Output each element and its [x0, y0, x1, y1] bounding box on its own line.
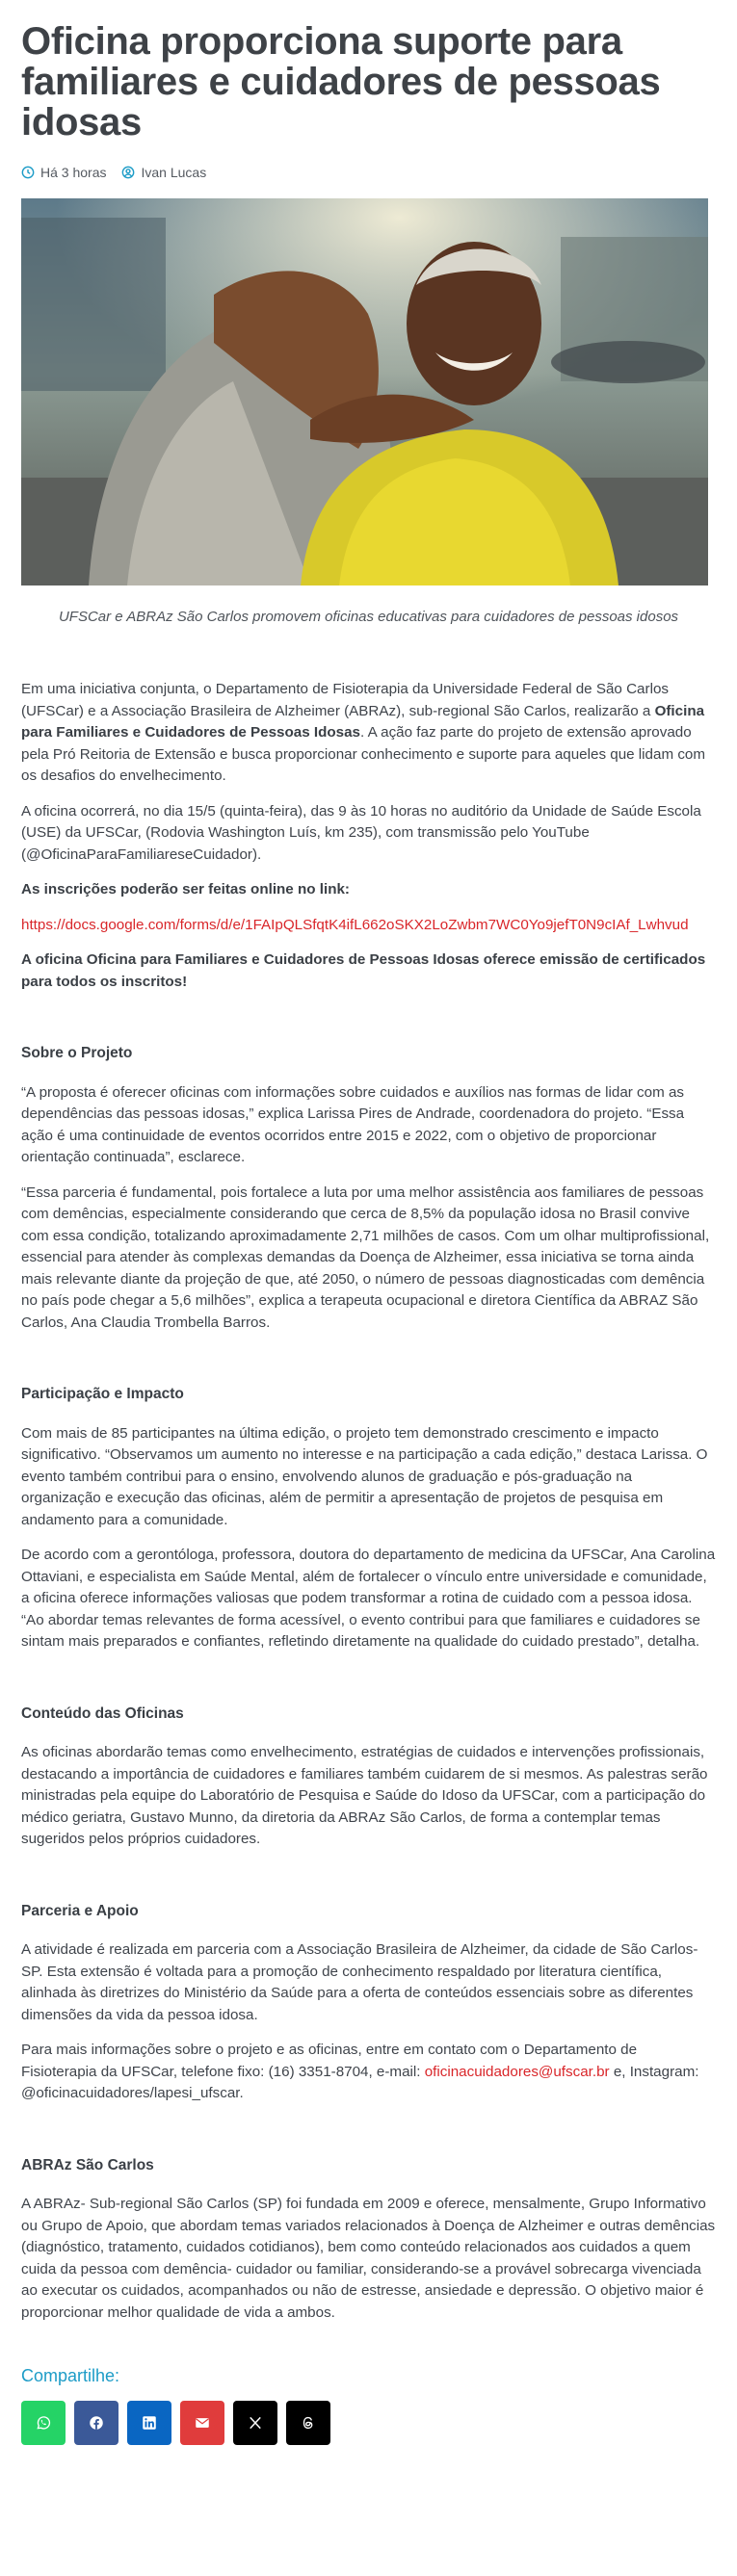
- author[interactable]: [121, 165, 206, 180]
- event-details-paragraph: A oficina ocorrerá, no dia 15/5 (quinta-feira), das 9 às 10 horas no auditório da Unidade de Saúde Escola (USE) da UFSCar, (Rodovia Washington Luís, km 235), com transmissão pelo YouTube (@OficinaParaFamiliareseCuidador).: [21, 802, 701, 863]
- share-email-button[interactable]: [180, 2401, 224, 2445]
- conteudo-paragraph-1: As oficinas abordarão temas como envelhecimento, estratégias de cuidados e intervenções profissionais, destacando a importância de cuidadores e familiares também cuidarem de si mesmos. As palestras serão ministradas pela equipe do Laboratório de Pesquisa e Saúde do Idoso da UFSCar, com a participação do médico geriatra, Gustavo Munno, da diretoria da ABRAz São Carlos, de forma a contemplar temas sugeridos pelos próprios cuidadores.: [21, 1744, 708, 1847]
- share-linkedin-button[interactable]: [127, 2401, 171, 2445]
- parceria-paragraph-2: [21, 2040, 716, 2105]
- article-meta: [21, 165, 716, 180]
- contact-email-link[interactable]: oficinacuidadores@ufscar.br: [424, 2063, 610, 2080]
- registration-heading: [21, 879, 716, 901]
- whatsapp-icon: [35, 2414, 52, 2432]
- intro-text: Em uma iniciativa conjunta, o Departamento de Fisioterapia da Universidade Federal de São Carlos (UFSCar) e a Associação Brasileira de Alzheimer (ABRAz), sub-regional São Carlos, realizarão a: [21, 681, 669, 719]
- email-icon: [194, 2414, 211, 2432]
- article-title: Oficina proporciona suporte para familiares e cuidadores de pessoas idosas: [21, 20, 661, 143]
- threads-icon: [300, 2414, 317, 2432]
- publish-time: [21, 165, 106, 180]
- share-buttons: [21, 2401, 716, 2445]
- hero-image: [21, 198, 708, 585]
- share-facebook-button[interactable]: [74, 2401, 118, 2445]
- intro-text-end: . A ação faz parte do projeto de extensão aprovado pela Pró Reitoria de Extensão e busca proporcionar conhecimento e suporte para aqueles que lidam com os desafios do envelhecimento.: [21, 724, 706, 784]
- section-heading-parceria: Parceria e Apoio: [21, 1902, 139, 1919]
- registration-link[interactable]: https://docs.google.com/forms/d/e/1FAIpQLSfqtK4ifL662oSKX2LoZwbm7WC0Yo9jefT0N9cIAf_Lwhvud: [21, 916, 689, 933]
- share-threads-button[interactable]: [286, 2401, 330, 2445]
- contact-text: Para mais informações sobre o projeto e as oficinas, entre em contato com o Departamento de Fisioterapia da UFSCar, telefone fixo: (16) 3351-8704, e-mail:: [21, 2042, 638, 2080]
- section-heading-conteudo: Conteúdo das Oficinas: [21, 1704, 184, 1722]
- impacto-paragraph-1: Com mais de 85 participantes na última edição, o projeto tem demonstrado crescimento e impacto significativo. “Observamos um aumento no interesse e na participação a cada edição,” destaca Larissa. O evento também contribui para o ensino, envolvendo alunos de graduação e pós-graduação na organização e execução das oficinas, além de permitir a apresentação de projetos de pesquisa em andamento para a comunidade.: [21, 1424, 708, 1528]
- intro-paragraph: [21, 679, 716, 788]
- article-body: [21, 679, 716, 2324]
- publish-time-label: Há 3 horas: [40, 165, 107, 180]
- image-caption: UFSCar e ABRAz São Carlos promovem oficinas educativas para cuidadores de pessoas idosos: [58, 609, 679, 625]
- certificate-notice: [21, 950, 716, 993]
- projeto-paragraph-1: “A proposta é oferecer oficinas com informações sobre cuidados e auxílios nas formas de lidar com as dependências das pessoas idosas,” explica Larissa Pires de Andrade, coordenadora do projeto. “Essa ação é uma continuidade de eventos ocorridos entre 2015 e 2022, com o objetivo de proporcionar orientação continuada”, esclarece.: [21, 1083, 685, 1165]
- registration-link-line: [21, 915, 716, 937]
- x-icon: [247, 2414, 264, 2432]
- share-x-button[interactable]: [233, 2401, 277, 2445]
- contact-text-end: e, Instagram: @oficinacuidadores/lapesi_ufscar.: [21, 2063, 699, 2101]
- share-title: Compartilhe:: [21, 2366, 120, 2385]
- author-name: Ivan Lucas: [141, 165, 207, 180]
- impacto-paragraph-2: De acordo com a gerontóloga, professora, doutora do departamento de medicina da UFSCar, Ana Carolina Ottaviani, e especialista em Saúde Mental, além de fortalecer o vínculo entre universidade e comunidade, a oficina oferece informações valiosas que podem transformar a rotina de cuidado com a pessoa idosa. “Ao abordar temas relevantes de forma acessível, o evento contribui para que familiares e cuidadores se sintam mais preparados e confiantes, refletindo diretamente na qualidade do cuidado prestado”, detalha.: [21, 1547, 716, 1650]
- user-icon: [121, 166, 135, 179]
- event-name: Oficina para Familiares e Cuidadores de Pessoas Idosas: [21, 702, 705, 741]
- registration-label: As inscrições poderão ser feitas online no link:: [21, 881, 350, 898]
- abraz-paragraph-1: A ABRAz- Sub-regional São Carlos (SP) foi fundada em 2009 e oferece, mensalmente, Grupo Informativo ou Grupo de Apoio, que abordam temas variados relacionados à Doença de Alzheimer e outras demências (diagnóstico, tratamento, cuidados cotidianos), bem como conteúdo relacionados aos cuidados a quem cuida da pessoa com demência- cuidador ou familiar, considerando-se a provável sobrecarga vivenciada ao executar os cuidados, acompanhados ou não de estresse, ansiedade e depressão. O objetivo maior é proporcionar melhor qualidade de vida a ambos.: [21, 2196, 716, 2321]
- section-heading-abraz: ABRAz São Carlos: [21, 2156, 154, 2173]
- clock-icon: [21, 166, 35, 179]
- hero-photo-illustration: [21, 198, 708, 585]
- linkedin-icon: [141, 2414, 158, 2432]
- facebook-icon: [88, 2414, 105, 2432]
- certificate-text: A oficina Oficina para Familiares e Cuidadores de Pessoas Idosas oferece emissão de certificados para todos os inscritos!: [21, 951, 706, 990]
- section-heading-projeto: Sobre o Projeto: [21, 1045, 133, 1061]
- parceria-paragraph-1: A atividade é realizada em parceria com a Associação Brasileira de Alzheimer, da cidade de São Carlos-SP. Esta extensão é voltada para a promoção de conhecimento respaldado por literatura científica, alinhada às diretrizes do Ministério da Saúde para a oferta de conteúdos essenciais sobre as diferentes dimensões da vida da pessoa idosa.: [21, 1941, 698, 2023]
- share-whatsapp-button[interactable]: [21, 2401, 66, 2445]
- section-heading-impacto: Participação e Impacto: [21, 1386, 184, 1402]
- projeto-paragraph-2: “Essa parceria é fundamental, pois fortalece a luta por uma melhor assistência aos familiares de pessoas com demências, especialmente considerando que cerca de 8,5% da população idosa no Brasil convive com essa condição, totalizando aproximadamente 2,71 milhões de casos. Com um olhar multiprofissional, essencial para atender às complexas demandas da Doença de Alzheimer, essa iniciativa se torna ainda mais relevante diante da projeção de que, até 2050, o número de pessoas diagnosticadas com demência no país pode chegar a 5,6 milhões”, explica a terapeuta ocupacional e diretora Científica da ABRAZ São Carlos, Ana Claudia Trombella Barros.: [21, 1184, 710, 1331]
